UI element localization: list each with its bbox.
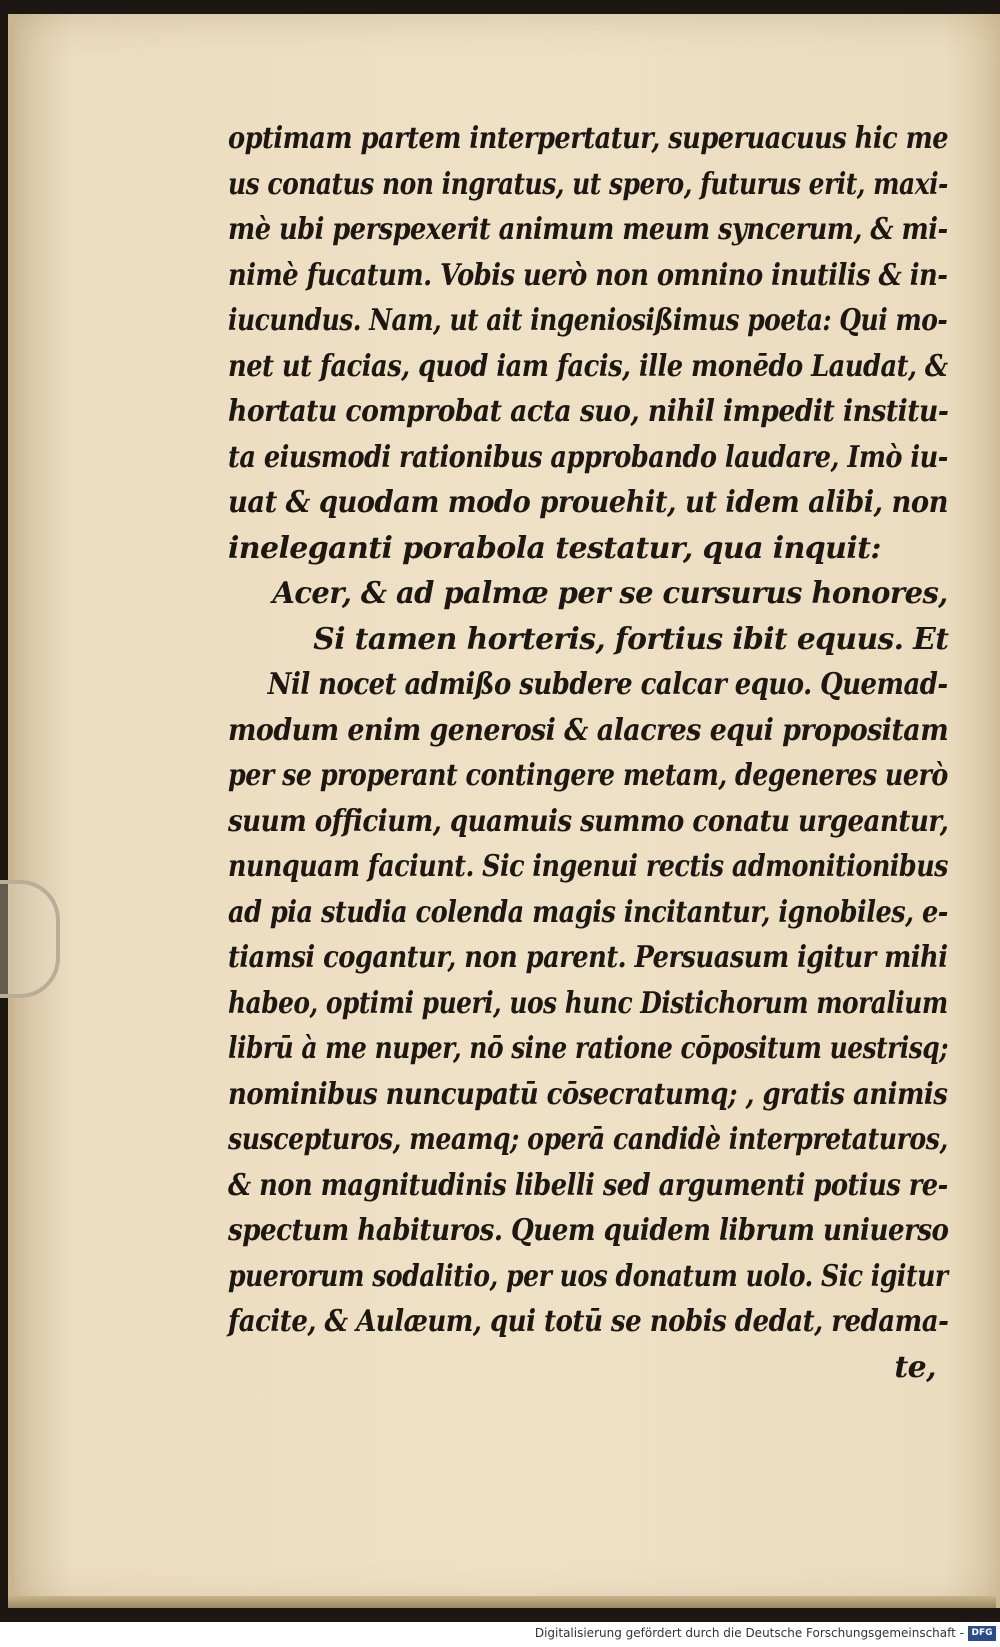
text-line: nunquam faciunt. Sic ingenui rectis admonitionibus [228,849,948,884]
text-line: facite, & Aulæum, qui totū se nobis dedat, redama- [228,1304,949,1339]
book-clasp [0,880,60,998]
catchword: te, [894,1349,936,1385]
text-line: optimam partem interpertatur, superuacuus hic me [228,121,949,156]
page-edge [8,1596,996,1608]
text-line: us conatus non ingratus, ut spero, futurus erit, maxi- [228,166,948,202]
text-line: & non magnitudinis libelli sed argumenti potius re- [228,1167,948,1203]
text-line: modum enim generosi & alacres equi propositam [228,712,949,748]
text-line: librū à me nuper, nō sine ratione cōpositum uestrisq; [228,1031,948,1066]
text-line: puerorum sodalitio, per uos donatum uolo. Sic igitur [228,1258,948,1294]
text-line: suscepturos, meamq; operā candidè interpretaturos, [228,1122,948,1157]
text-line: per se properant contingere metam, degeneres uerò [228,758,948,793]
text-line: iucundus. Nam, ut ait ingeniosißimus poeta: Qui mo- [228,303,948,338]
verse-line: Si tamen horteris, fortius ibit equus. Et [313,621,949,657]
text-line: hortatu comprobat acta suo, nihil impedit institu- [228,394,949,429]
text-line: ad pia studia colenda magis incitantur, ignobiles, e- [228,894,948,930]
verse-line: Acer, & ad palmæ per se cursurus honores, [272,576,948,611]
footer-credit: Digitalisierung gefördert durch die Deutsche Forschungsgemeinschaft - [534,1626,964,1640]
text-line: net ut facias, quod iam facis, ille monēdo Laudat, & [228,348,948,384]
text-line: habeo, optimi pueri, uos hunc Distichorum moralium [228,985,948,1021]
text-line: mè ubi perspexerit animum meum syncerum, & mi- [228,212,948,247]
text-line: suum officium, quamuis summo conatu urgeantur, [228,803,949,839]
verse-line: Nil nocet admißo subdere calcar equo. Quemad- [267,667,948,702]
text-line: nominibus nuncupatū cōsecratumq; , gratis animis [228,1076,948,1112]
text-line: tiamsi cogantur, non parent. Persuasum igitur mihi [228,940,948,975]
text-line: uat & quodam modo prouehit, ut idem alibi, non [228,485,949,520]
text-line: ineleganti porabola testatur, qua inquit: [228,530,881,566]
page-text [228,116,948,1390]
text-line: nimè fucatum. Vobis uerò non omnino inutilis & in- [228,257,948,293]
digitization-footer [0,1622,1000,1647]
dfg-logo: DFG [968,1626,996,1641]
text-line: ta eiusmodi rationibus approbando laudare, Imò iu- [228,439,948,475]
text-line: spectum habituros. Quem quidem librum uniuerso [228,1213,949,1248]
